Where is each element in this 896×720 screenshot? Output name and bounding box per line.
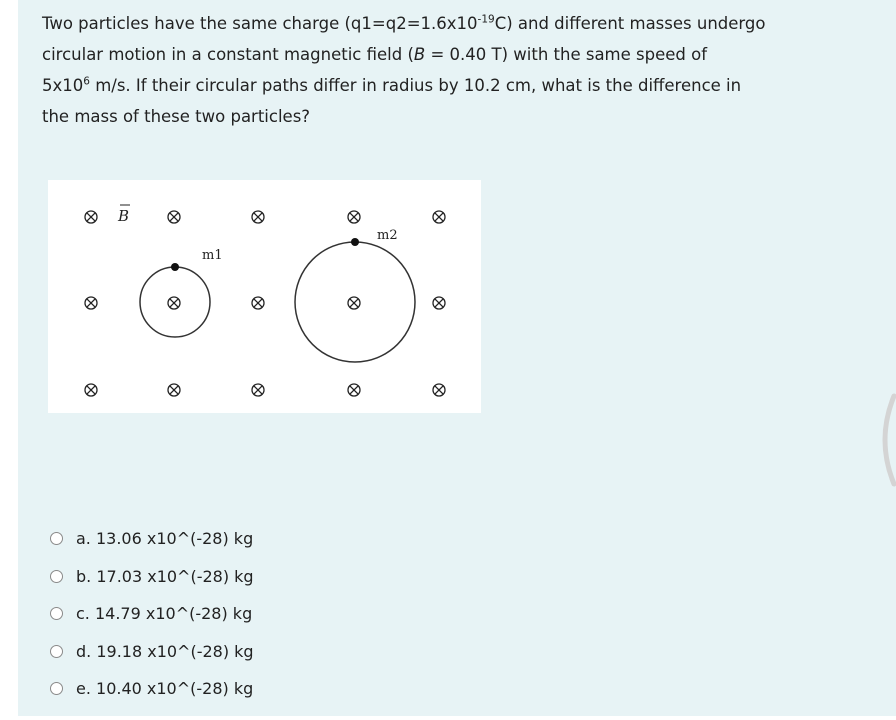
- radio-button[interactable]: [50, 570, 63, 583]
- field-into-page-icon: [168, 297, 180, 309]
- field-into-page-icon: [433, 297, 445, 309]
- question-line1-post: C) and different masses undergo: [494, 14, 766, 33]
- charge-exponent: -19: [477, 13, 495, 26]
- field-into-page-icon: [348, 211, 360, 223]
- particle-m2-label: m2: [377, 228, 398, 243]
- magnetic-field-figure: [48, 180, 481, 413]
- option-b[interactable]: [50, 558, 550, 596]
- field-into-page-icon: [85, 297, 97, 309]
- field-into-page-icon: [168, 384, 180, 396]
- field-into-page-icon: [433, 211, 445, 223]
- option-label[interactable]: d. 19.18 x10^(-28) kg: [76, 641, 254, 661]
- radio-button[interactable]: [50, 532, 63, 545]
- field-into-page-icon: [252, 297, 264, 309]
- radio-button[interactable]: [50, 607, 63, 620]
- field-label: B: [118, 207, 130, 225]
- question-panel: [18, 0, 896, 716]
- question-line2-pre: circular motion in a constant magnetic field (: [42, 45, 414, 64]
- particle-m2: [351, 238, 359, 246]
- option-a[interactable]: [50, 520, 550, 558]
- field-into-page-icon: [85, 384, 97, 396]
- radio-button[interactable]: [50, 682, 63, 695]
- field-into-page-icon: [433, 384, 445, 396]
- option-label[interactable]: e. 10.40 x10^(-28) kg: [76, 679, 254, 699]
- field-variable: B: [413, 45, 426, 64]
- question-line1-pre: Two particles have the same charge (q1=q2=1.6x10: [42, 14, 478, 33]
- field-into-page-icon: [348, 297, 360, 309]
- field-into-page-icon: [168, 211, 180, 223]
- figure-diagram: [48, 180, 481, 413]
- answer-options: [50, 520, 550, 708]
- question-line3-post: m/s. If their circular paths differ in radius by 10.2 cm, what is the difference in: [89, 76, 742, 95]
- field-into-page-icon: [85, 211, 97, 223]
- particle-m1-label: m1: [202, 248, 223, 263]
- speed-exponent: 6: [83, 75, 90, 88]
- particle-m1: [171, 263, 179, 271]
- option-d[interactable]: [50, 633, 550, 671]
- question-text: [42, 8, 872, 132]
- option-label[interactable]: c. 14.79 x10^(-28) kg: [76, 604, 253, 624]
- question-line4: the mass of these two particles?: [42, 107, 311, 126]
- option-c[interactable]: [50, 595, 550, 633]
- option-label[interactable]: a. 13.06 x10^(-28) kg: [76, 529, 254, 549]
- field-into-page-icon: [252, 384, 264, 396]
- field-into-page-icon: [348, 384, 360, 396]
- option-e[interactable]: [50, 670, 550, 708]
- side-bracket-icon: [872, 392, 896, 488]
- field-into-page-icon: [252, 211, 264, 223]
- radio-button[interactable]: [50, 645, 63, 658]
- option-label[interactable]: b. 17.03 x10^(-28) kg: [76, 566, 254, 586]
- question-line3-pre: 5x10: [42, 76, 84, 95]
- question-line2-post: = 0.40 T) with the same speed of: [425, 45, 708, 64]
